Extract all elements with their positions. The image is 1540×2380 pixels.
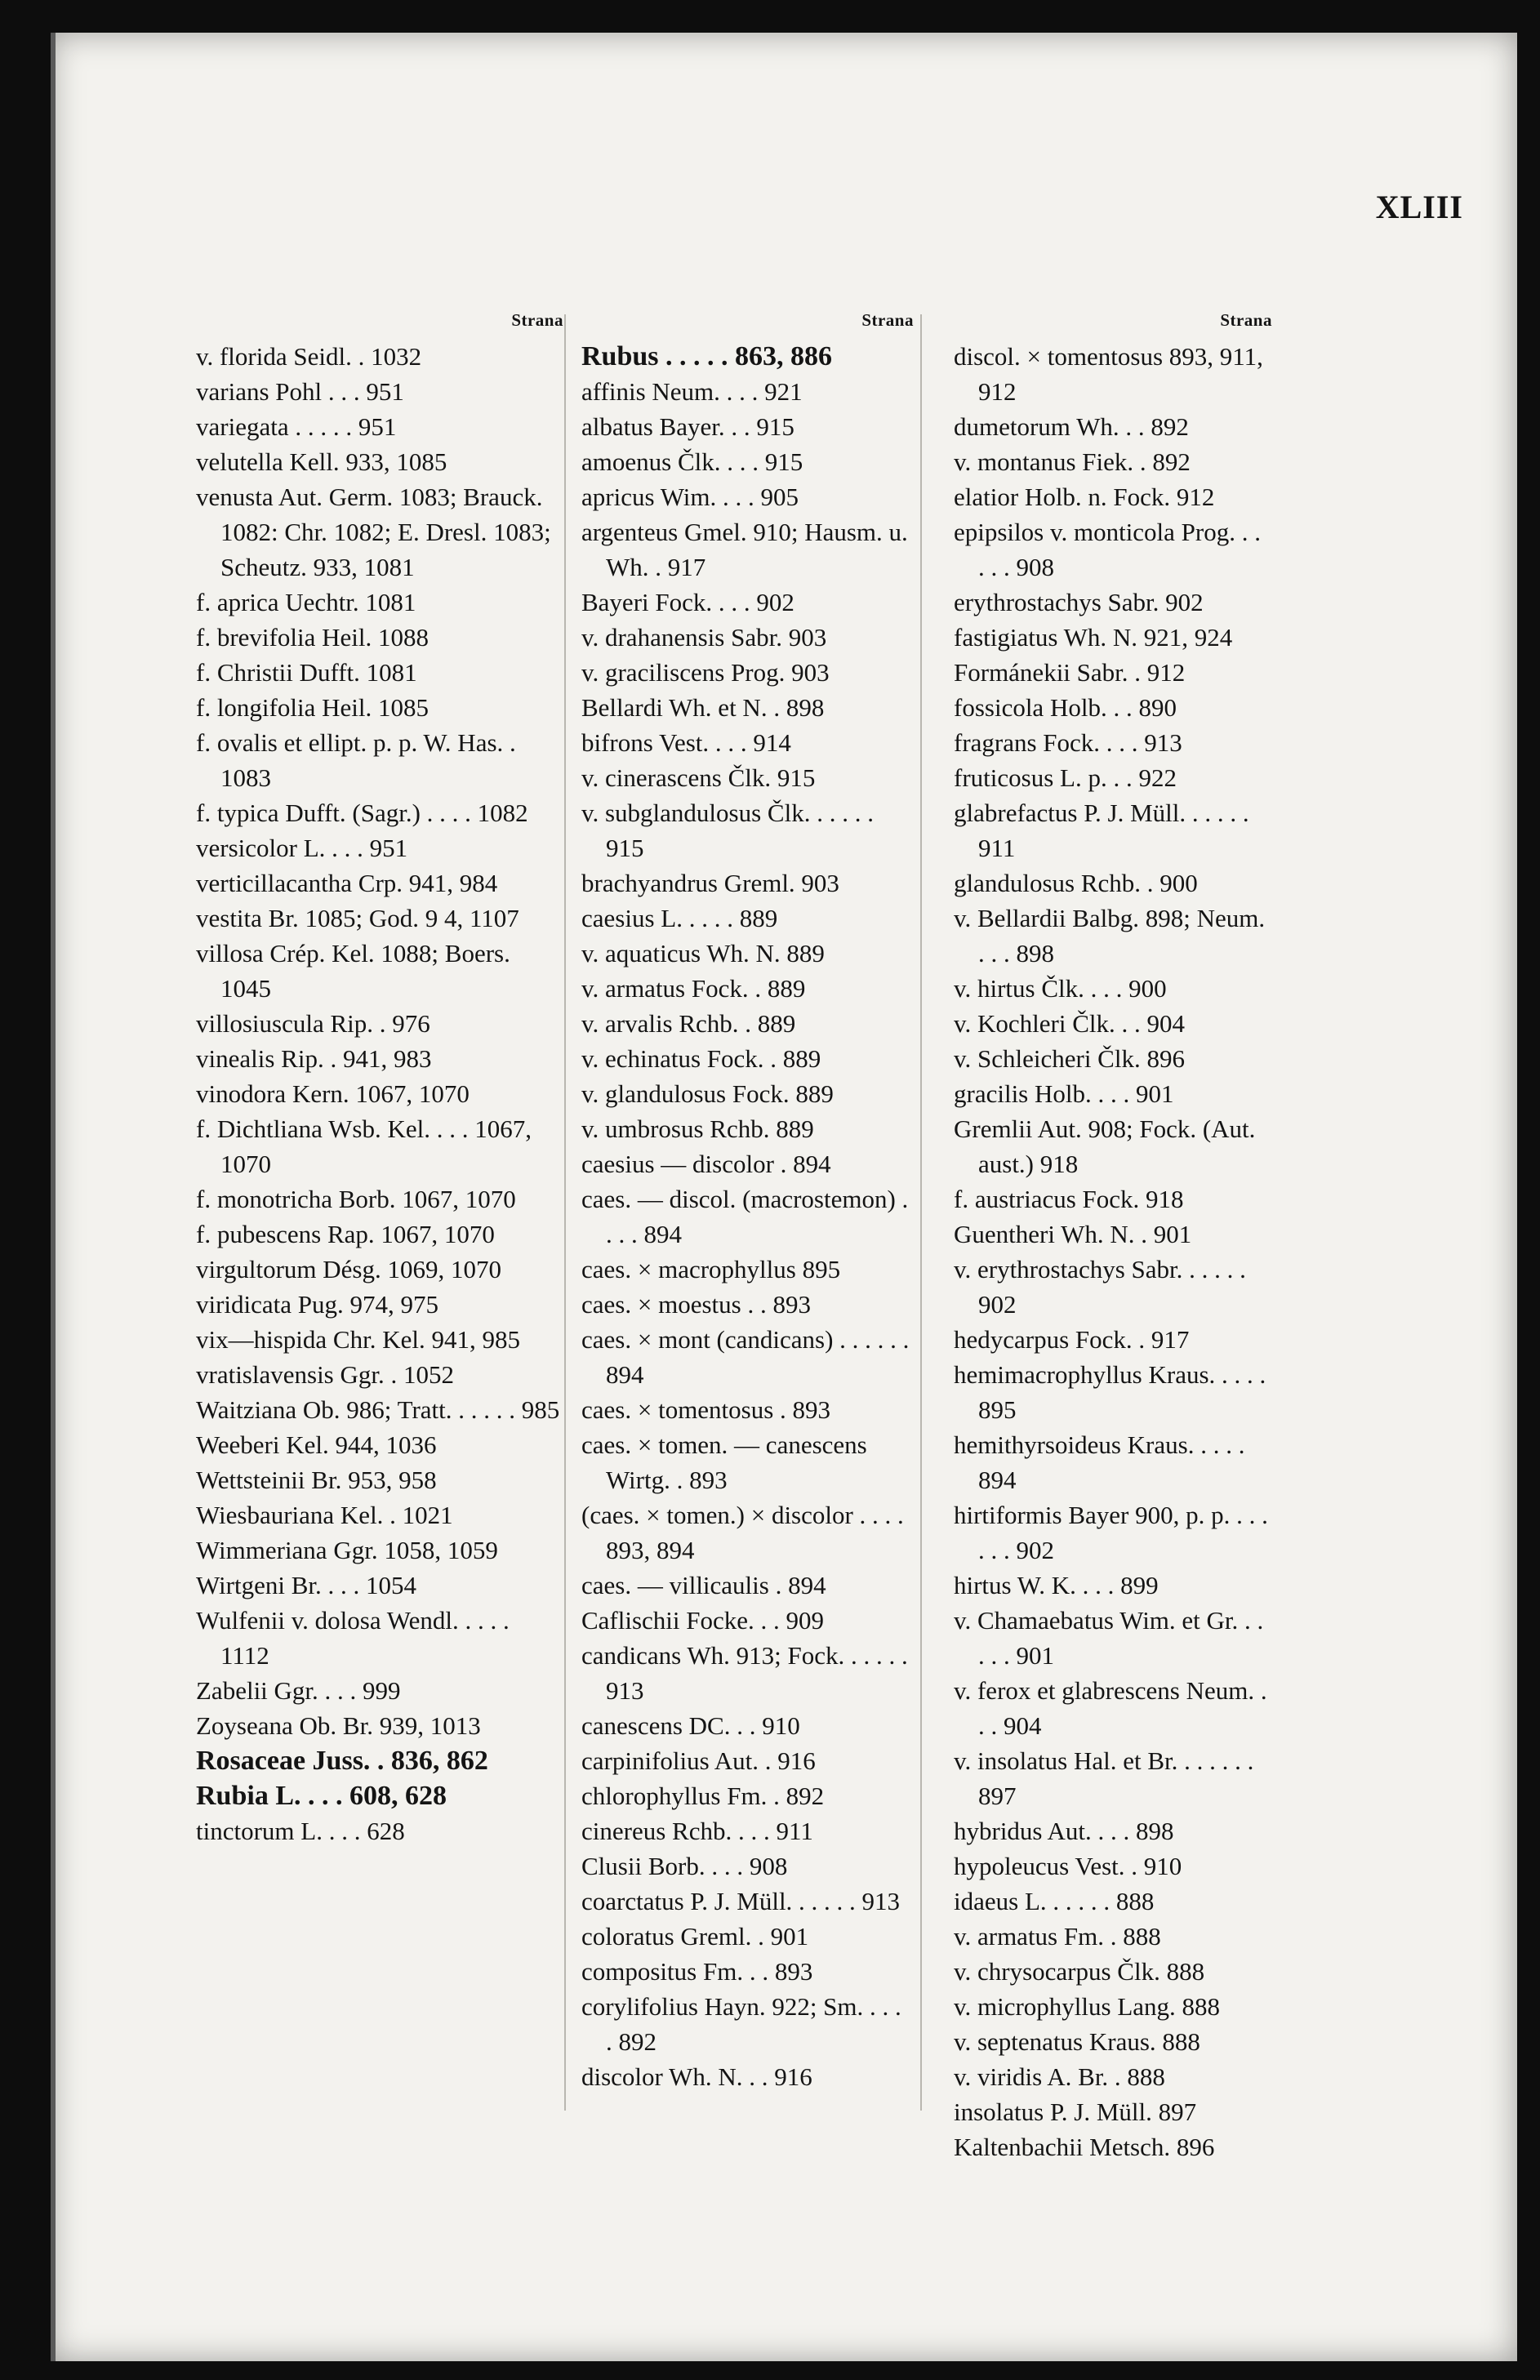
index-entry: corylifolius Hayn. 922; Sm. . . . . 892 — [581, 1992, 901, 2056]
index-column-3 — [954, 310, 1272, 2164]
index-entry: caes. — discol. (macrostemon) . . . . 894 — [581, 1185, 909, 1248]
index-entry: v. microphyllus Lang. 888 — [954, 1992, 1221, 2021]
index-entry: f. aprica Uechtr. 1081 — [196, 588, 416, 616]
index-entry: (caes. × tomen.) × discolor . . . . 893, 894 — [581, 1501, 904, 1564]
index-entry: caes. — villicaulis . 894 — [581, 1571, 826, 1599]
index-entry: Formánekii Sabr. . 912 — [954, 658, 1186, 687]
index-entry: v. Schleicheri Člk. 896 — [954, 1044, 1185, 1073]
index-entry: caes. × tomentosus . 893 — [581, 1395, 831, 1424]
index-entry: Zoyseana Ob. Br. 939, 1013 — [196, 1711, 481, 1740]
index-entry: v. glandulosus Fock. 889 — [581, 1079, 834, 1108]
column-divider — [920, 314, 922, 2111]
index-entry: velutella Kell. 933, 1085 — [196, 447, 447, 476]
index-entry: virgultorum Désg. 1069, 1070 — [196, 1255, 501, 1283]
index-entry: idaeus L. . . . . . 888 — [954, 1887, 1155, 1915]
index-entry: glandulosus Rchb. . 900 — [954, 869, 1198, 897]
page-edge — [51, 33, 56, 2361]
index-entry: villosa Crép. Kel. 1088; Boers. 1045 — [196, 939, 510, 1003]
index-entry: hirtus W. K. . . . 899 — [954, 1571, 1159, 1599]
index-entry: fastigiatus Wh. N. 921, 924 — [954, 623, 1233, 652]
index-entry: v. graciliscens Prog. 903 — [581, 658, 830, 687]
index-column-1 — [196, 310, 563, 1848]
index-entry: Clusii Borb. . . . 908 — [581, 1852, 788, 1880]
index-entry: variegata . . . . . 951 — [196, 412, 397, 441]
index-entry: f. longifolia Heil. 1085 — [196, 693, 429, 722]
index-entry: v. drahanensis Sabr. 903 — [581, 623, 827, 652]
index-entry: caes. × macrophyllus 895 — [581, 1255, 841, 1283]
index-entry: v. septenatus Kraus. 888 — [954, 2027, 1200, 2056]
index-entry: v. umbrosus Rchb. 889 — [581, 1114, 814, 1143]
index-entry: v. echinatus Fock. . 889 — [581, 1044, 821, 1073]
index-entry: v. armatus Fock. . 889 — [581, 974, 806, 1003]
entry-list — [954, 339, 1272, 2164]
index-entry: v. Kochleri Člk. . . 904 — [954, 1009, 1185, 1038]
index-entry: dumetorum Wh. . . 892 — [954, 412, 1189, 441]
index-entry: Guentheri Wh. N. . 901 — [954, 1220, 1192, 1248]
index-entry: argenteus Gmel. 910; Hausm. u. Wh. . 917 — [581, 518, 908, 581]
index-entry: glabrefactus P. J. Müll. . . . . . 911 — [954, 799, 1249, 862]
index-entry: hemithyrsoideus Kraus. . . . . 894 — [954, 1430, 1245, 1494]
index-entry: f. ovalis et ellipt. p. p. W. Has. . 1083 — [196, 728, 516, 792]
index-entry: Waitziana Ob. 986; Tratt. . . . . . 985 — [196, 1395, 560, 1424]
index-entry: v. insolatus Hal. et Br. . . . . . . 897 — [954, 1746, 1254, 1810]
index-entry: hirtiformis Bayer 900, p. p. . . . . . . 902 — [954, 1501, 1268, 1564]
index-entry: f. austriacus Fock. 918 — [954, 1185, 1184, 1213]
index-entry: versicolor L. . . . 951 — [196, 834, 408, 862]
index-entry: vinealis Rip. . 941, 983 — [196, 1044, 432, 1073]
index-entry: verticillacantha Crp. 941, 984 — [196, 869, 498, 897]
index-entry: v. ferox et glabrescens Neum. . . . 904 — [954, 1676, 1267, 1740]
index-entry: Wimmeriana Ggr. 1058, 1059 — [196, 1536, 498, 1564]
index-entry: discol. × tomentosus 893, 911, 912 — [954, 342, 1263, 406]
entry-list — [581, 339, 914, 2094]
index-entry: vestita Br. 1085; God. 9 4, 1107 — [196, 904, 519, 932]
entry-list — [196, 339, 563, 1848]
index-entry: erythrostachys Sabr. 902 — [954, 588, 1204, 616]
index-entry: compositus Fm. . . 893 — [581, 1957, 813, 1986]
index-entry: apricus Wim. . . . 905 — [581, 483, 799, 511]
index-entry: v. viridis A. Br. . 888 — [954, 2062, 1165, 2091]
index-entry: elatior Holb. n. Fock. 912 — [954, 483, 1215, 511]
index-entry: v. chrysocarpus Člk. 888 — [954, 1957, 1205, 1986]
index-entry: hemimacrophyllus Kraus. . . . . 895 — [954, 1360, 1266, 1424]
index-entry: Gremlii Aut. 908; Fock. (Aut. aust.) 918 — [954, 1114, 1256, 1178]
index-entry: Caflischii Focke. . . 909 — [581, 1606, 825, 1635]
index-column-2 — [581, 310, 914, 2094]
index-entry: coloratus Greml. . 901 — [581, 1922, 809, 1951]
index-entry: Wirtgeni Br. . . . 1054 — [196, 1571, 416, 1599]
index-entry: affinis Neum. . . . 921 — [581, 377, 803, 406]
column-header: Strana — [511, 310, 563, 330]
index-entry: Zabelii Ggr. . . . 999 — [196, 1676, 401, 1705]
index-entry: cinereus Rchb. . . . 911 — [581, 1817, 813, 1845]
index-entry: discolor Wh. N. . . 916 — [581, 2062, 812, 2091]
index-entry: fossicola Holb. . . 890 — [954, 693, 1177, 722]
index-entry: candicans Wh. 913; Fock. . . . . . 913 — [581, 1641, 908, 1705]
index-entry: amoenus Člk. . . . 915 — [581, 447, 803, 476]
index-entry: venusta Aut. Germ. 1083; Brauck. 1082: Chr. 1082; E. Dresl. 1083; Scheutz. 933, 1081 — [196, 483, 551, 581]
index-entry: hypoleucus Vest. . 910 — [954, 1852, 1182, 1880]
index-entry: hedycarpus Fock. . 917 — [954, 1325, 1190, 1354]
index-entry: tinctorum L. . . . 628 — [196, 1817, 405, 1845]
index-entry: v. arvalis Rchb. . 889 — [581, 1009, 796, 1038]
index-entry: f. typica Dufft. (Sagr.) . . . . 1082 — [196, 799, 528, 827]
index-entry: caes. × tomen. — canescens Wirtg. . 893 — [581, 1430, 867, 1494]
index-entry: brachyandrus Greml. 903 — [581, 869, 839, 897]
index-entry: v. Chamaebatus Wim. et Gr. . . . . . 901 — [954, 1606, 1264, 1670]
index-entry: Rubus . . . . . 863, 886 — [581, 341, 833, 371]
index-entry: v. armatus Fm. . 888 — [954, 1922, 1161, 1951]
index-entry: v. subglandulosus Člk. . . . . . 915 — [581, 799, 874, 862]
index-entry: caesius — discolor . 894 — [581, 1150, 831, 1178]
index-entry: fruticosus L. p. . . 922 — [954, 763, 1177, 792]
index-entry: Bellardi Wh. et N. . 898 — [581, 693, 825, 722]
index-entry: viridicata Pug. 974, 975 — [196, 1290, 439, 1319]
index-entry: f. Christii Dufft. 1081 — [196, 658, 417, 687]
index-entry: chlorophyllus Fm. . 892 — [581, 1782, 825, 1810]
index-entry: fragrans Fock. . . . 913 — [954, 728, 1182, 757]
column-header: Strana — [861, 310, 914, 330]
index-entry: coarctatus P. J. Müll. . . . . . 913 — [581, 1887, 901, 1915]
index-entry: Rubia L. . . . 608, 628 — [196, 1781, 447, 1811]
index-entry: Bayeri Fock. . . . 902 — [581, 588, 794, 616]
index-entry: caes. × mont (candicans) . . . . . . 894 — [581, 1325, 910, 1389]
index-entry: Wettsteinii Br. 953, 958 — [196, 1466, 437, 1494]
index-entry: carpinifolius Aut. . 916 — [581, 1746, 816, 1775]
index-entry: Wulfenii v. dolosa Wendl. . . . . 1112 — [196, 1606, 510, 1670]
index-entry: Rosaceae Juss. . 836, 862 — [196, 1746, 488, 1776]
index-entry: v. aquaticus Wh. N. 889 — [581, 939, 825, 968]
index-entry: v. cinerascens Člk. 915 — [581, 763, 816, 792]
index-entry: epipsilos v. monticola Prog. . . . . . 908 — [954, 518, 1261, 581]
index-entry: insolatus P. J. Müll. 897 — [954, 2098, 1197, 2126]
index-entry: Weeberi Kel. 944, 1036 — [196, 1430, 437, 1459]
index-entry: hybridus Aut. . . . 898 — [954, 1817, 1174, 1845]
index-entry: v. hirtus Člk. . . . 900 — [954, 974, 1167, 1003]
index-entry: gracilis Holb. . . . 901 — [954, 1079, 1174, 1108]
index-entry: villosiuscula Rip. . 976 — [196, 1009, 430, 1038]
index-entry: f. brevifolia Heil. 1088 — [196, 623, 429, 652]
index-entry: v. Bellardii Balbg. 898; Neum. . . . 898 — [954, 904, 1266, 968]
index-entry: f. pubescens Rap. 1067, 1070 — [196, 1220, 495, 1248]
page-number: XLIII — [1375, 189, 1463, 225]
index-entry: f. monotricha Borb. 1067, 1070 — [196, 1185, 516, 1213]
index-entry: vinodora Kern. 1067, 1070 — [196, 1079, 470, 1108]
index-entry: v. florida Seidl. . 1032 — [196, 342, 422, 371]
index-entry: Kaltenbachii Metsch. 896 — [954, 2133, 1215, 2161]
index-entry: f. Dichtliana Wsb. Kel. . . . 1067, 1070 — [196, 1114, 532, 1178]
index-entry: varians Pohl . . . 951 — [196, 377, 404, 406]
index-entry: canescens DC. . . 910 — [581, 1711, 800, 1740]
index-entry: albatus Bayer. . . 915 — [581, 412, 794, 441]
index-entry: v. montanus Fiek. . 892 — [954, 447, 1191, 476]
index-entry: vix—hispida Chr. Kel. 941, 985 — [196, 1325, 520, 1354]
index-entry: bifrons Vest. . . . 914 — [581, 728, 791, 757]
index-entry: vratislavensis Ggr. . 1052 — [196, 1360, 454, 1389]
column-header: Strana — [1220, 310, 1272, 330]
index-entry: v. erythrostachys Sabr. . . . . . 902 — [954, 1255, 1246, 1319]
index-entry: caes. × moestus . . 893 — [581, 1290, 811, 1319]
index-entry: caesius L. . . . . 889 — [581, 904, 778, 932]
column-divider — [564, 314, 566, 2111]
index-entry: Wiesbauriana Kel. . 1021 — [196, 1501, 453, 1529]
